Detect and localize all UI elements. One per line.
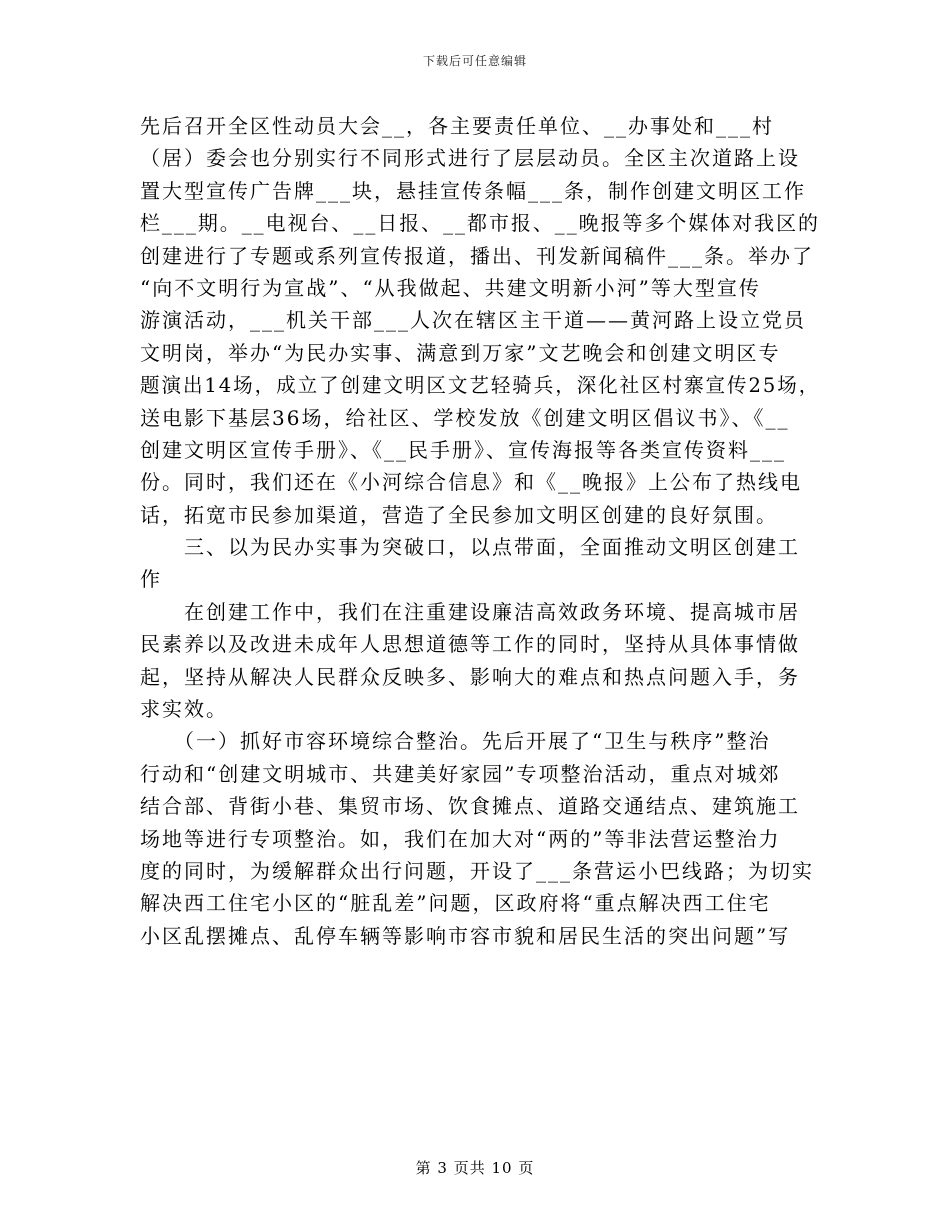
text-line: 创建进行了专题或系列宣传报道，播出、刊发新闻稿件___条。举办了 bbox=[140, 243, 814, 268]
text-line: 度的同时，为缓解群众出行问题，开设了___条营运小巴线路；为切实 bbox=[140, 858, 814, 883]
text-line: 结合部、背街小巷、集贸市场、饮食摊点、道路交通结点、建筑施工 bbox=[140, 794, 800, 819]
text-line: 送电影下基层36场，给社区、学校发放《创建文明区倡议书》、《__ bbox=[140, 405, 790, 430]
text-line: （居）委会也分别实行不同形式进行了层层动员。全区主次道路上设 bbox=[140, 146, 800, 171]
text-line: 份。同时，我们还在《小河综合信息》和《__晚报》上公布了热线电 bbox=[140, 470, 802, 495]
text-line: 小区乱摆摊点、乱停车辆等影响市容市貌和居民生活的突出问题”写 bbox=[140, 923, 791, 948]
section-heading: 三、以为民办实事为突破口，以点带面，全面推动文明区创建工 bbox=[140, 535, 800, 560]
text-line: 创建文明区宣传手册》、《__民手册》、宣传海报等各类宣传资料___ bbox=[140, 437, 786, 462]
text-line: 解决西工住宅小区的“脏乱差”问题，区政府将“重点解决西工住宅 bbox=[140, 891, 771, 916]
text-line: 游演活动，___机关干部___人次在辖区主干道——黄河路上设立党员 bbox=[140, 308, 806, 333]
text-line: 民素养以及改进未成年人思想道德等工作的同时，坚持从具体事情做 bbox=[140, 632, 800, 657]
text-line: 起，坚持从解决人民群众反映多、影响大的难点和热点问题入手，务 bbox=[140, 664, 800, 689]
text-line: 在创建工作中，我们在注重建设廉洁高效政务环境、提高城市居 bbox=[140, 599, 800, 624]
text-line: 题演出14场，成立了创建文明区文艺轻骑兵，深化社区村寨宣传25场， bbox=[140, 373, 821, 398]
section-heading: 作 bbox=[140, 567, 162, 592]
page-header: 下载后可任意编辑 bbox=[422, 54, 527, 68]
text-line: “向不文明行为宣战”、“从我做起、共建文明新小河”等大型宣传 bbox=[140, 275, 761, 300]
text-line: 文明岗，举办“为民办实事、满意到万家”文艺晚会和创建文明区专 bbox=[140, 340, 781, 365]
text-line: （一）抓好市容环境综合整治。先后开展了“卫生与秩序”整治 bbox=[140, 729, 771, 754]
text-line: 先后召开全区性动员大会__，各主要责任单位、__办事处和___村 bbox=[140, 114, 774, 138]
text-line: 置大型宣传广告牌___块，悬挂宣传条幅___条，制作创建文明区工作 bbox=[140, 178, 806, 203]
document-body bbox=[140, 110, 820, 952]
text-line: 求实效。 bbox=[140, 697, 228, 722]
page-number: 第 3 页共 10 页 bbox=[415, 1159, 535, 1177]
text-line: 栏___期。__电视台、__日报、__都市报、__晚报等多个媒体对我区的 bbox=[140, 211, 820, 236]
text-line: 行动和“创建文明城市、共建美好家园”专项整治活动，重点对城郊 bbox=[140, 761, 781, 786]
text-line: 话，拓宽市民参加渠道，营造了全民参加文明区创建的良好氛围。 bbox=[140, 502, 778, 527]
text-line: 场地等进行专项整治。如，我们在加大对“两的”等非法营运整治力 bbox=[140, 826, 781, 851]
